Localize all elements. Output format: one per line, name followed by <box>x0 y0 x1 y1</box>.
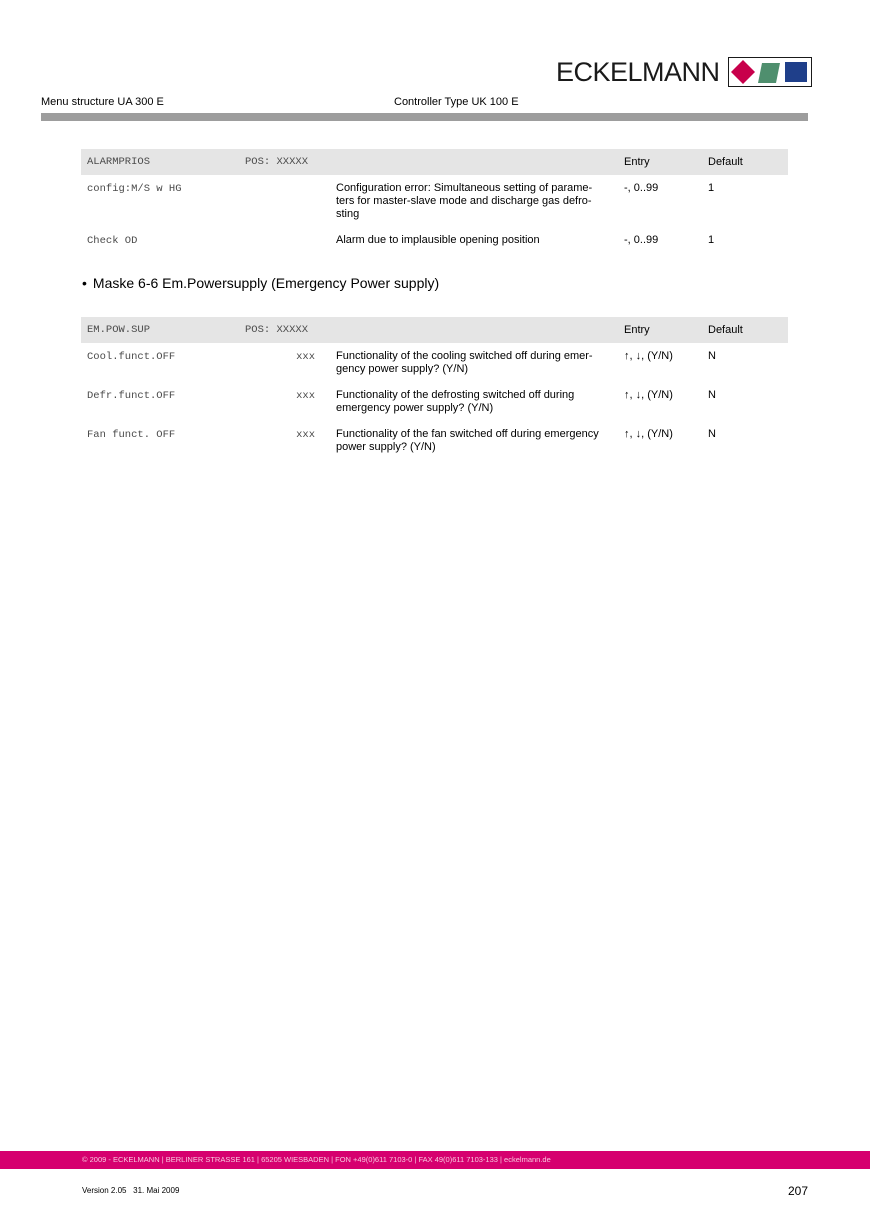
header-pos: POS: XXXXX <box>245 156 309 168</box>
header-entry: Entry <box>624 156 650 168</box>
row-entry: ↑, ↓, (Y/N) <box>624 350 673 362</box>
row-name: Defr.funct.OFF <box>87 390 176 402</box>
page-number: 207 <box>788 1184 809 1198</box>
em-pow-sup-table <box>81 317 788 467</box>
table-row <box>81 428 788 467</box>
table-row <box>81 350 788 389</box>
header-left: Menu structure UA 300 E <box>41 96 164 108</box>
table-row <box>81 182 788 234</box>
row-name: config:M/S w HG <box>87 183 182 195</box>
table-row <box>81 234 788 254</box>
version-info: Version 2.05 31. Mai 2009 <box>82 1186 180 1195</box>
row-entry: -, 0..99 <box>624 234 659 246</box>
row-desc: Functionality of the defrosting switched off during emergency power supply? (Y/N) <box>336 389 575 414</box>
header-name: EM.POW.SUP <box>87 324 151 336</box>
table-row <box>81 389 788 428</box>
table-header <box>81 149 788 175</box>
logo-text: ECKELMANN <box>556 57 720 87</box>
header-divider <box>41 113 808 121</box>
row-name: Cool.funct.OFF <box>87 351 176 363</box>
row-pos: xxx <box>296 351 315 363</box>
logo-squares-icon <box>728 57 812 87</box>
footer-bar <box>0 1151 870 1169</box>
row-entry: ↑, ↓, (Y/N) <box>624 428 673 440</box>
row-pos: xxx <box>296 390 315 402</box>
bullet-marker: • <box>82 275 87 291</box>
header-name: ALARMPRIOS <box>87 156 151 168</box>
footer-address: © 2009 - ECKELMANN | BERLINER STRASSE 161 | 65205 WIESBADEN | FON +49(0)611 7103-0 | FAX 49(0)611 7103-133 | eckelmann.de <box>82 1155 551 1164</box>
section-heading <box>82 275 439 291</box>
header-entry: Entry <box>624 324 650 336</box>
row-entry: ↑, ↓, (Y/N) <box>624 389 673 401</box>
row-entry: -, 0..99 <box>624 182 659 194</box>
row-default: N <box>708 350 716 362</box>
eckelmann-logo <box>556 56 812 88</box>
row-desc: Functionality of the cooling switched off during emer- gency power supply? (Y/N) <box>336 350 593 375</box>
header-center: Controller Type UK 100 E <box>394 96 519 108</box>
alarmprios-table <box>81 149 788 254</box>
row-default: 1 <box>708 234 715 246</box>
row-desc: Alarm due to implausible opening position <box>336 234 540 246</box>
row-name: Check OD <box>87 235 138 247</box>
header-default: Default <box>708 156 743 168</box>
header-default: Default <box>708 324 743 336</box>
section-title: Maske 6-6 Em.Powersupply (Emergency Power supply) <box>92 275 440 291</box>
table-header <box>81 317 788 343</box>
row-default: N <box>708 428 716 440</box>
row-name: Fan funct. OFF <box>87 429 176 441</box>
row-default: N <box>708 389 716 401</box>
row-desc: Configuration error: Simultaneous setting of parame- ters for master-slave mode and discharge gas defro- sting <box>336 182 593 220</box>
row-default: 1 <box>708 182 715 194</box>
row-desc: Functionality of the fan switched off during emergency power supply? (Y/N) <box>336 428 599 453</box>
header-pos: POS: XXXXX <box>245 324 309 336</box>
row-pos: xxx <box>296 429 315 441</box>
